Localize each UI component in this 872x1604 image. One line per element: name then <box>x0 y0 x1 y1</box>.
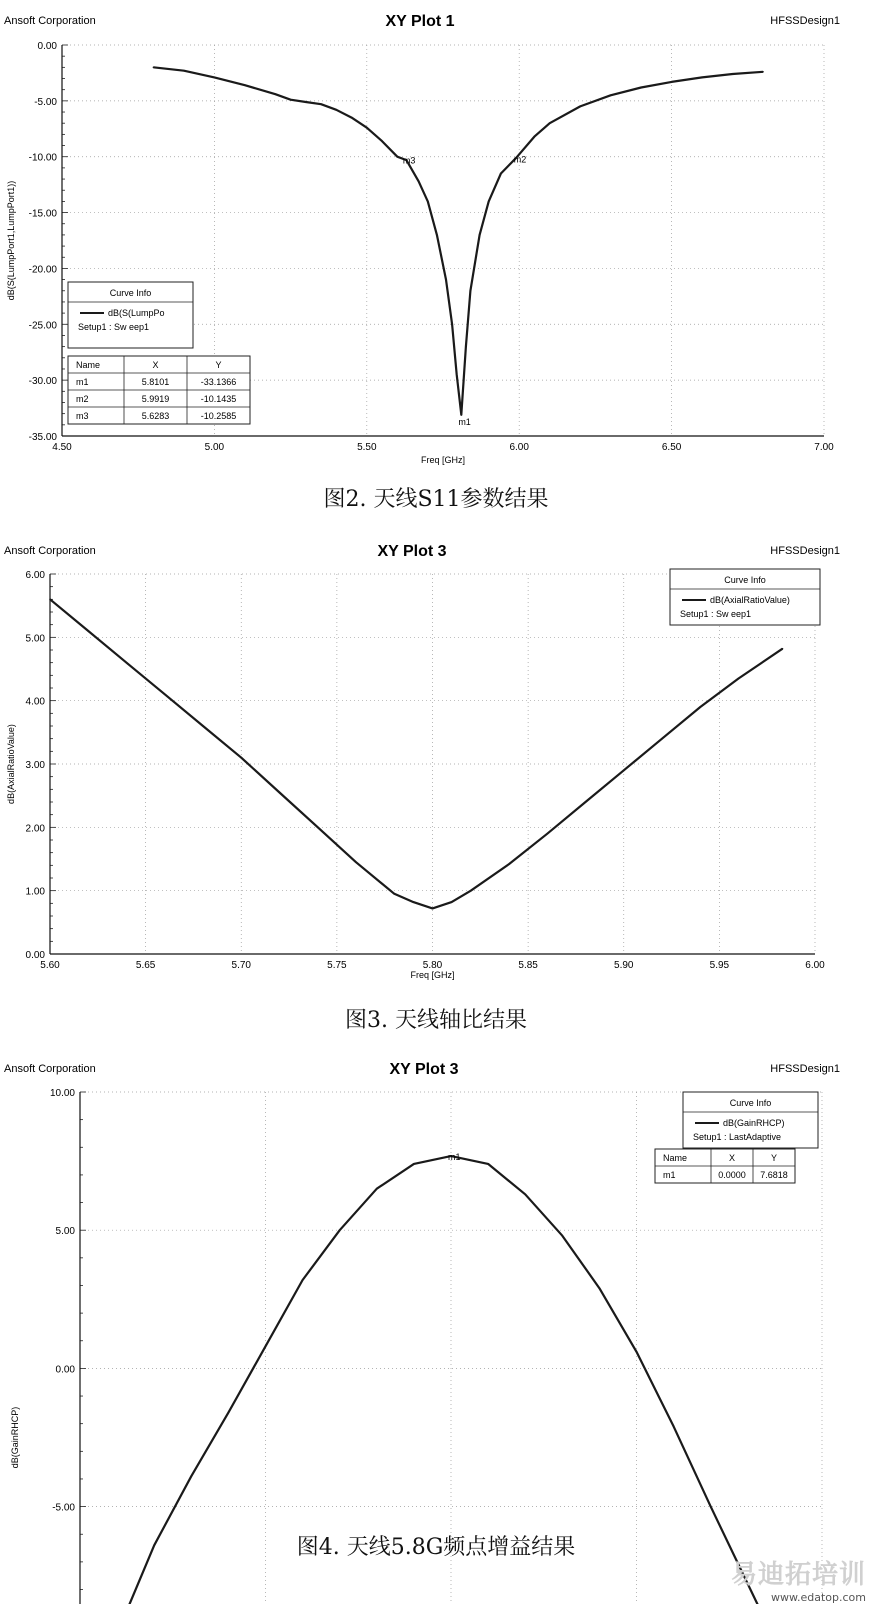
x-tick-label: 5.65 <box>135 960 156 971</box>
x-tick-label: 4.50 <box>52 442 72 453</box>
y-tick-label: 1.00 <box>25 886 45 898</box>
data-point <box>290 99 292 101</box>
marker-label-m1: m1 <box>448 1152 461 1163</box>
data-point <box>508 863 510 865</box>
data-point <box>451 901 453 903</box>
y-tick-label: -20.00 <box>28 264 57 276</box>
x-axis-label: Freq [GHz] <box>410 970 455 980</box>
watermark-logo-text: 易迪拓培训 <box>730 1560 866 1590</box>
caption-s11: 图2. 天线S11参数结果 <box>323 487 549 512</box>
curve-info-title: Curve Info <box>724 575 766 585</box>
header-design: HFSSDesign1 <box>770 1063 840 1075</box>
data-point <box>126 662 128 664</box>
y-tick-label: 6.00 <box>25 570 45 581</box>
watermark <box>731 1554 866 1604</box>
legend-setup: Setup1 : LastAdaptive <box>693 1132 782 1142</box>
x-tick-label: 5.90 <box>614 960 634 971</box>
x-tick-label: 6.00 <box>509 442 529 453</box>
marker-table-header: Name <box>663 1153 688 1163</box>
header-company: Ansoft Corporation <box>4 1063 96 1075</box>
data-point <box>524 1193 526 1195</box>
marker-table-cell: m1 <box>76 377 89 387</box>
data-point <box>432 908 434 910</box>
y-axis-label: dB(AxialRatioValue) <box>6 724 16 804</box>
data-point <box>279 792 281 794</box>
y-tick-label: -30.00 <box>28 376 57 388</box>
data-point <box>562 1235 564 1237</box>
marker-table-cell: -10.1435 <box>200 394 237 404</box>
marker-label-m1: m1 <box>458 417 471 428</box>
data-point <box>623 770 625 772</box>
header-design: HFSSDesign1 <box>770 15 840 27</box>
data-point <box>732 73 734 75</box>
x-tick-label: 5.85 <box>518 960 538 971</box>
marker-label-m2: m2 <box>513 154 527 165</box>
y-tick-label: -5.00 <box>34 96 57 108</box>
data-point <box>244 84 246 86</box>
marker-table-header: Y <box>215 360 222 370</box>
axial-ratio-plot <box>0 536 872 996</box>
marker-table-cell: 5.9919 <box>141 394 170 404</box>
y-axis-label: dB(GainRHCP) <box>10 1406 20 1469</box>
data-point <box>164 694 166 696</box>
data-point <box>396 156 398 158</box>
data-point <box>762 71 764 73</box>
data-point <box>585 801 587 803</box>
data-point <box>710 1506 712 1508</box>
legend-setup: Setup1 : Sw eep1 <box>78 322 150 332</box>
data-point <box>782 648 784 650</box>
y-tick-label: 0.00 <box>55 1364 75 1376</box>
data-point <box>738 678 740 680</box>
data-point <box>436 234 438 236</box>
data-point <box>636 1351 638 1353</box>
data-point <box>546 833 548 835</box>
y-tick-label: -10.00 <box>28 152 57 164</box>
marker-table-cell: -10.2585 <box>200 411 237 421</box>
y-tick-label: 0.00 <box>37 41 57 52</box>
data-point <box>413 901 415 903</box>
y-tick-label: 10.00 <box>49 1088 75 1099</box>
data-point <box>265 1345 267 1347</box>
data-point <box>302 1279 304 1281</box>
curve-info-title: Curve Info <box>729 1098 772 1108</box>
data-point <box>183 70 185 72</box>
series-line-0 <box>50 599 783 908</box>
marker-table-cell: 7.6818 <box>760 1170 788 1180</box>
caption-axial-ratio: 图3. 天线轴比结果 <box>345 1008 527 1033</box>
x-tick-label: 7.00 <box>814 442 834 453</box>
data-point <box>240 757 242 759</box>
data-point <box>49 599 51 601</box>
y-axis-label: dB(S(LumpPort1,LumpPort1)) <box>6 180 16 301</box>
data-point <box>661 738 663 740</box>
x-tick-label: 5.75 <box>327 960 347 971</box>
data-point <box>228 1412 230 1414</box>
marker-label-m3: m3 <box>402 155 416 166</box>
legend-setup: Setup1 : Sw eep1 <box>680 609 752 619</box>
data-point <box>479 234 481 236</box>
x-tick-label: 5.95 <box>709 960 730 971</box>
data-point <box>699 706 701 708</box>
data-point <box>488 201 490 203</box>
marker-table-cell: m2 <box>76 394 89 404</box>
marker-table-cell: m1 <box>663 1170 676 1180</box>
data-point <box>445 279 447 281</box>
y-tick-label: 2.00 <box>25 823 45 835</box>
data-point <box>87 630 89 632</box>
data-point <box>153 67 155 69</box>
y-tick-label: 3.00 <box>25 760 45 771</box>
data-point <box>214 77 216 79</box>
marker-table-cell: 5.6283 <box>141 411 170 421</box>
data-point <box>336 109 338 111</box>
data-point <box>317 827 319 829</box>
marker-table-cell: 0.0000 <box>718 1170 746 1180</box>
data-point <box>413 1163 415 1165</box>
data-point <box>640 87 642 89</box>
chart-title: XY Plot 1 <box>385 13 455 30</box>
data-point <box>355 861 357 863</box>
axial-ratio-chart <box>0 536 872 996</box>
y-tick-label: 5.00 <box>55 1226 75 1238</box>
caption-gain: 图4. 天线5.8G频点增益结果 <box>296 1535 576 1560</box>
data-point <box>275 93 277 95</box>
data-point <box>671 81 673 83</box>
legend-entry: dB(AxialRatioValue) <box>710 595 790 605</box>
y-tick-label: -5.00 <box>52 1502 75 1514</box>
x-tick-label: 6.00 <box>805 960 825 971</box>
header-company: Ansoft Corporation <box>4 15 96 27</box>
marker-table-cell: -33.1366 <box>200 377 237 387</box>
data-point <box>465 346 467 348</box>
data-point <box>381 140 383 142</box>
marker-table-header: X <box>152 360 159 370</box>
data-point <box>320 103 322 105</box>
header-design: HFSSDesign1 <box>770 545 840 557</box>
y-tick-label: -25.00 <box>28 320 57 332</box>
chart-title: XY Plot 3 <box>377 543 447 560</box>
data-point <box>393 893 395 895</box>
x-axis-label: Freq [GHz] <box>420 455 466 465</box>
y-tick-label: 5.00 <box>25 633 45 645</box>
data-point <box>456 374 458 376</box>
legend-entry: dB(S(LumpPo <box>108 308 165 318</box>
data-point <box>599 1287 601 1289</box>
data-point <box>470 290 472 292</box>
y-tick-label: 4.00 <box>25 696 45 708</box>
y-tick-label: -35.00 <box>28 432 57 443</box>
data-point <box>418 180 420 182</box>
y-tick-label: -15.00 <box>28 208 57 220</box>
data-point <box>579 106 581 108</box>
s11-plot <box>0 0 872 475</box>
watermark-url: www.edatop.com <box>771 1591 866 1604</box>
gain-chart <box>0 1052 872 1527</box>
s11-chart <box>0 0 872 475</box>
x-tick-label: 6.50 <box>661 442 682 453</box>
header-company: Ansoft Corporation <box>4 545 96 557</box>
data-point <box>470 890 472 892</box>
data-point <box>460 414 462 416</box>
data-point <box>549 122 551 124</box>
marker-table-header: Name <box>76 360 101 370</box>
chart-title: XY Plot 3 <box>389 1061 459 1078</box>
data-point <box>427 201 429 203</box>
data-point <box>610 94 612 96</box>
data-point <box>191 1475 193 1477</box>
data-point <box>451 323 453 325</box>
x-tick-label: 5.00 <box>204 442 225 453</box>
legend-entry: dB(GainRHCP) <box>723 1118 785 1128</box>
x-tick-label: 5.60 <box>40 960 60 971</box>
x-tick-label: 5.50 <box>357 442 377 453</box>
data-point <box>305 101 307 103</box>
marker-table-header: X <box>728 1153 736 1163</box>
data-point <box>202 725 204 727</box>
marker-table-cell: m3 <box>76 411 89 421</box>
marker-table-cell: 5.8101 <box>141 377 170 387</box>
data-point <box>376 1188 378 1190</box>
data-point <box>534 136 536 138</box>
data-point <box>487 1163 489 1165</box>
curve-info-title: Curve Info <box>109 288 152 298</box>
marker-table-header: Y <box>770 1153 778 1163</box>
x-tick-label: 5.70 <box>231 960 251 971</box>
data-point <box>500 173 502 175</box>
data-point <box>366 127 368 129</box>
data-point <box>351 117 353 119</box>
data-point <box>339 1229 341 1231</box>
x-tick-label: 5.80 <box>422 960 443 971</box>
data-point <box>673 1426 675 1428</box>
gain-plot <box>0 1052 872 1527</box>
data-point <box>701 77 703 79</box>
y-tick-label: 0.00 <box>25 950 45 961</box>
